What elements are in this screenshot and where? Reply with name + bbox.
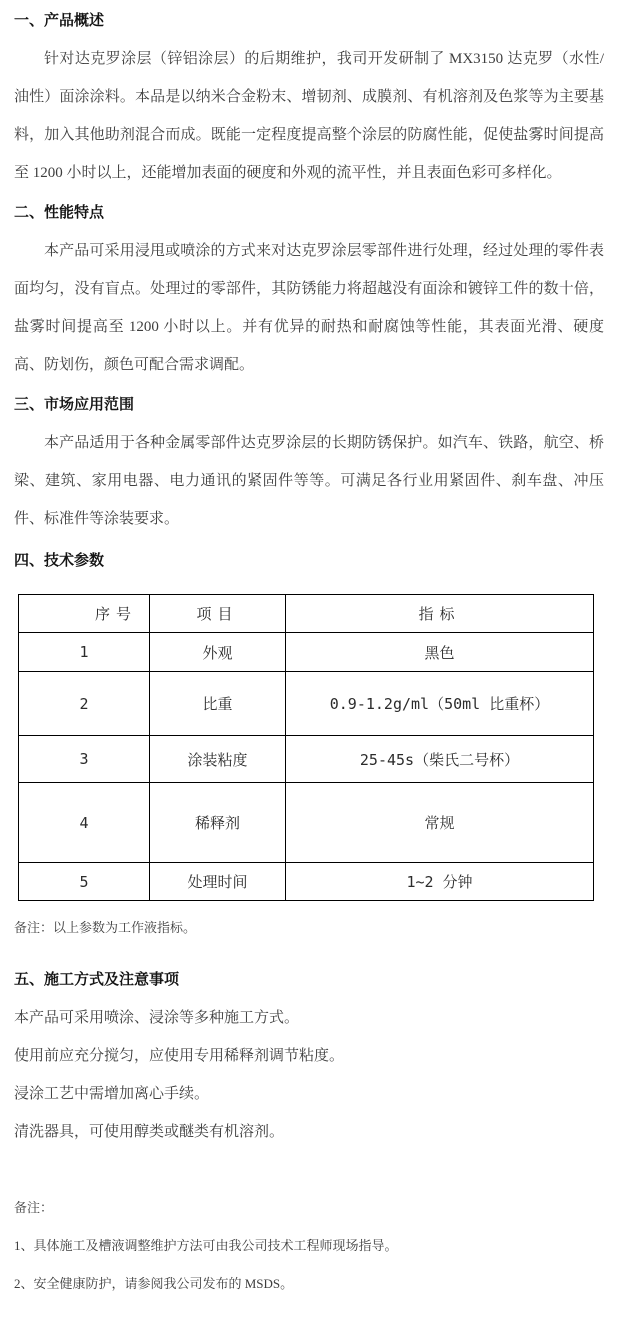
construction-method-line: 清洗器具，可使用醇类或醚类有机溶剂。 (14, 1124, 285, 1140)
cell-spec: 黑色 (286, 633, 594, 672)
section1-paragraph: 针对达克罗涂层（锌铝涂层）的后期维护，我司开发研制了 MX3150 达克罗（水性/油性）面涂涂料。本品是以纳米合金粉末、增韧剂、成膜剂、有机溶剂及色浆等为主要基料，加入其他助剂混合而成。既能一定程度提高整个涂层的防腐性能，促使盐雾时间提高至 1200 小时以上，还能增加表面的硬度和外观的流平性，并且表面色彩可多样化。 (14, 51, 604, 181)
table-header-row (19, 595, 594, 633)
construction-method-line: 浸涂工艺中需增加离心手续。 (14, 1086, 210, 1102)
cell-item: 处理时间 (150, 863, 286, 901)
cell-spec: 常规 (286, 783, 594, 863)
cell-seq: 3 (19, 736, 150, 783)
table-row (19, 863, 594, 901)
remark-item: 1、具体施工及槽液调整维护方法可由我公司技术工程师现场指导。 (14, 1238, 398, 1253)
section2-paragraph: 本产品可采用浸甩或喷涂的方式来对达克罗涂层零部件进行处理，经过处理的零件表面均匀，没有盲点。处理过的零部件，其防锈能力将超越没有面涂和镀锌工件的数十倍，盐雾时间提高至 1200 小时以上。并有优异的耐热和耐腐蚀等性能，其表面光滑、硬度高、防划伤，颜色可配合需求调配。 (14, 243, 604, 373)
cell-seq: 2 (19, 672, 150, 736)
construction-method-line: 使用前应充分搅匀，应使用专用稀释剂调节粘度。 (14, 1048, 345, 1064)
section3-paragraph: 本产品适用于各种金属零部件达克罗涂层的长期防锈保护。如汽车、铁路，航空、桥梁、建筑、家用电器、电力通讯的紧固件等等。可满足各行业用紧固件、刹车盘、冲压件、标准件等涂装要求。 (14, 435, 604, 527)
col-header-spec: 指标 (286, 595, 594, 633)
cell-spec: 25-45s（柴氏二号杯） (286, 736, 594, 783)
section2-heading: 二、性能特点 (14, 205, 105, 221)
cell-seq: 1 (19, 633, 150, 672)
cell-spec: 0.9-1.2g/ml（50ml 比重杯） (286, 672, 594, 736)
remark-item: 2、安全健康防护，请参阅我公司发布的 MSDS。 (14, 1276, 294, 1291)
section4-heading: 四、技术参数 (14, 553, 105, 569)
section1-heading: 一、产品概述 (14, 13, 105, 29)
table-row (19, 736, 594, 783)
col-header-seq: 序号 (19, 595, 150, 633)
cell-spec: 1~2 分钟 (286, 863, 594, 901)
col-header-item: 项目 (150, 595, 286, 633)
cell-item: 比重 (150, 672, 286, 736)
technical-parameters-table (18, 594, 594, 901)
section3-heading: 三、市场应用范围 (14, 397, 135, 413)
table-row (19, 783, 594, 863)
cell-seq: 5 (19, 863, 150, 901)
cell-item: 稀释剂 (150, 783, 286, 863)
table-footnote: 备注：以上参数为工作液指标。 (14, 920, 197, 935)
remarks-label: 备注： (14, 1200, 54, 1215)
construction-method-line: 本产品可采用喷涂、浸涂等多种施工方式。 (14, 1010, 300, 1026)
cell-item: 涂装粘度 (150, 736, 286, 783)
table-row (19, 672, 594, 736)
cell-item: 外观 (150, 633, 286, 672)
section5-heading: 五、施工方式及注意事项 (14, 972, 180, 988)
table-row (19, 633, 594, 672)
cell-seq: 4 (19, 783, 150, 863)
